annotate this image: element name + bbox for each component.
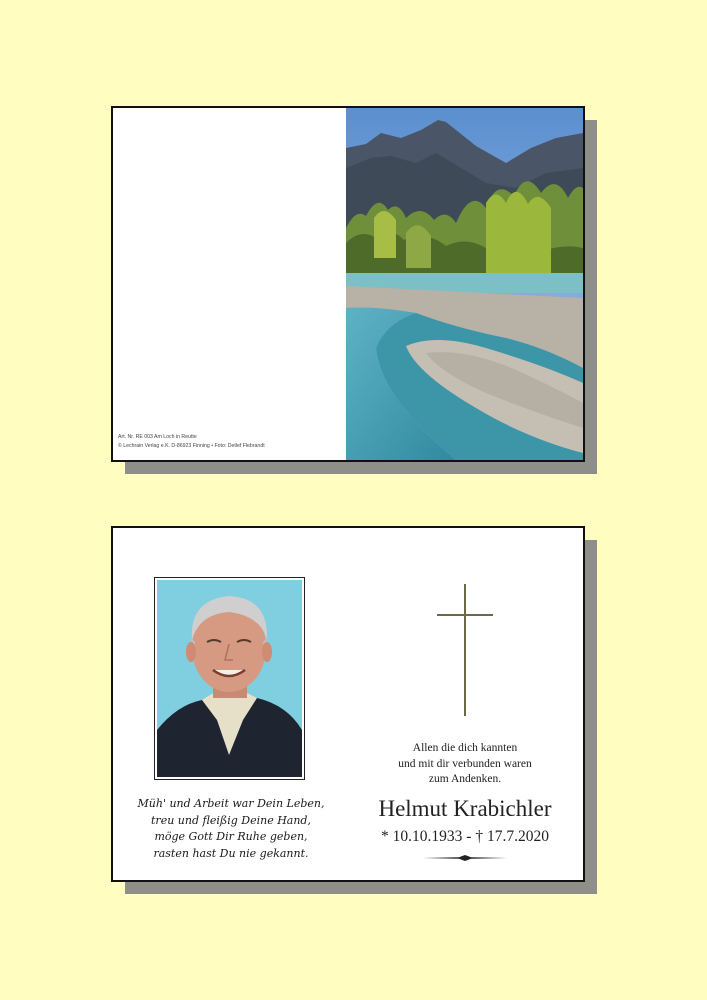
credits (118, 433, 265, 451)
poem-line-4: rasten hast Du nie gekannt. (153, 846, 309, 860)
life-dates: * 10.10.1933 - † 17.7.2020 (381, 828, 549, 845)
cross-icon (437, 584, 493, 716)
dedication (351, 741, 579, 788)
portrait-photo (157, 580, 302, 777)
dedication-line-3: zum Andenken. (428, 773, 502, 785)
poem-line-1: Müh' und Arbeit war Dein Leben, (137, 797, 325, 810)
ornament-divider-icon (423, 854, 507, 862)
dedication-line-2: und mit dir verbunden waren (398, 757, 532, 770)
memorial-card-front (111, 106, 585, 462)
poem-line-2: treu und fleißig Deine Hand, (151, 813, 311, 827)
poem (123, 796, 339, 862)
poem-line-3: möge Gott Dir Ruhe geben, (154, 830, 308, 843)
memorial-card-inside (111, 526, 585, 882)
credit-line-2: © Lechrain Verlag e.K. D-86923 Finning • Foto: Detlef Flebrandt (118, 443, 265, 449)
credit-line-1: Art. Nr. RE 003 Am Loch in Reutte (118, 434, 197, 440)
deceased-name: Helmut Krabichler (378, 796, 552, 821)
dedication-line-1: Allen die dich kannten (412, 742, 518, 754)
landscape-photo (346, 108, 583, 460)
portrait-frame (154, 577, 305, 780)
